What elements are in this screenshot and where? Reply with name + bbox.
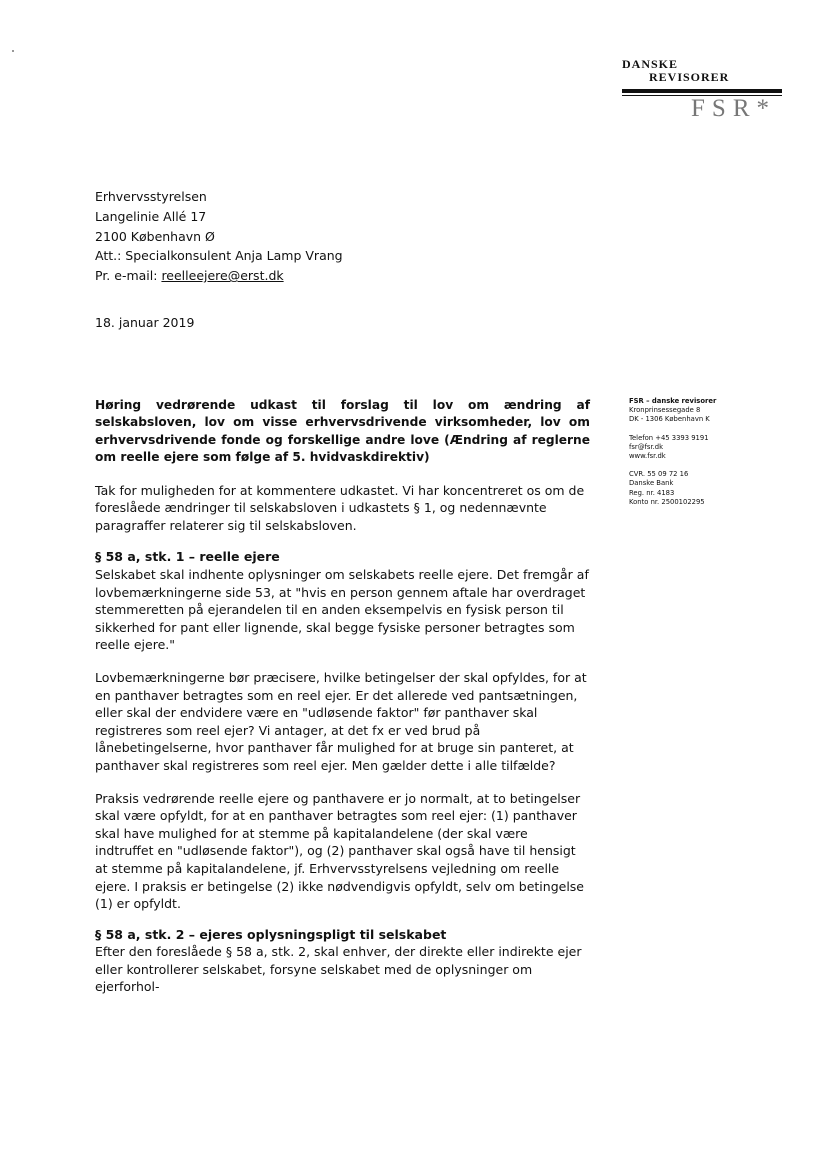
- section-paragraph: Praksis vedrørende reelle ejere og panthavere er jo normalt, at to betingelser skal være opfyldt, for at en panthaver betragtes som reel ejer: (1) panthaver skal have mulighed for at stemme på kapitalandelene (der skal være indtruffet en "udløsende faktor"), og (2) panthaver skal også have til hensigt at stemme på kapitalandelene, jf. Erhvervsstyrelsens vejledning om reelle ejere. I praksis er betingelse (2) ikke nødvendigvis opfyldt, selv om betingelse (1) er opfyldt.: [95, 790, 585, 912]
- subject-heading: Høring vedrørende udkast til forslag til lov om ændring af selskabsloven, lov om visse erhvervsdrivende virksomheder, lov om erhvervsdrivende fonde og forskellige andre love (Ændring af reglerne om reelle ejere som følge af 5. hvidvaskdirektiv): [95, 398, 590, 465]
- recipient-address: [95, 187, 343, 286]
- recipient-city: 2100 København Ø: [95, 228, 215, 244]
- section-paragraph: Lovbemærkningerne bør præcisere, hvilke betingelser der skal opfyldes, for at en panthaver betragtes som en reel ejer. Er det allerede ved pantsætningen, eller skal der endvidere være en "udløsende faktor" før panthaver skal registreres som reel ejer? Vi antager, at det fx er ved brud på lånebetingelserne, hvor panthaver får mulighed for at bruge sin panteret, at panthaver skal registreres som reel ejer. Men gælder dette i alle tilfælde?: [95, 669, 587, 773]
- sender-bank: [629, 470, 749, 507]
- logo-rule-thick: [622, 89, 782, 93]
- letter-body: [95, 397, 590, 996]
- logo-line-revisorer: REVISORER: [649, 70, 730, 84]
- intro-paragraph: Tak for muligheden for at kommentere udkastet. Vi har koncentreret os om de foreslåede ændringer til selskabsloven i udkastets § 1, og nedennævnte paragraffer relaterer sig til selskabsloven.: [95, 482, 585, 533]
- recipient-att: Att.: Specialkonsulent Anja Lamp Vrang: [95, 248, 343, 264]
- section-paragraph: Efter den foreslåede § 58 a, stk. 2, skal enhver, der direkte eller indirekte ejer eller kontrollerer selskabet, forsyne selskabet med de oplysninger om ejerforhol-: [95, 944, 582, 995]
- sender-name: FSR – danske revisorer: [629, 397, 717, 405]
- recipient-name: Erhvervsstyrelsen: [95, 189, 207, 204]
- logo-mark: FSR*: [691, 95, 776, 122]
- section-heading: § 58 a, stk. 2 – ejeres oplysningspligt til selskabet: [95, 926, 447, 942]
- section-heading: § 58 a, stk. 1 – reelle ejere: [95, 549, 280, 565]
- letter-date: 18. januar 2019: [95, 315, 195, 330]
- section-paragraph: Selskabet skal indhente oplysninger om selskabets reelle ejere. Det fremgår af lovbemærkningerne side 53, at "hvis en person gennem aftale har overdraget stemmeretten på ejerandelen til en anden eksempelvis en fysisk person til sikkerhed for pant eller lignende, skal begge fysiske personer betragtes som reelle ejere.": [95, 567, 589, 653]
- sender-account: Konto nr. 2500102295: [629, 497, 705, 506]
- sender-contact: [629, 434, 749, 462]
- recipient-street: Langelinie Allé 17: [95, 208, 207, 224]
- scan-speck: [12, 50, 14, 52]
- recipient-email-line: [95, 266, 343, 286]
- sender-cvr: CVR. 55 09 72 16: [629, 470, 689, 479]
- sender-bank-name: Danske Bank: [629, 479, 674, 488]
- email-link[interactable]: reelleejere@erst.dk: [161, 268, 284, 284]
- sender-info: [629, 397, 749, 516]
- sender-web: www.fsr.dk: [629, 452, 666, 461]
- sender-phone: Telefon +45 3393 9191: [629, 433, 709, 442]
- sender-address: [629, 397, 749, 425]
- fsr-logo: [622, 58, 782, 122]
- sender-street: Kronprinsessegade 8: [629, 406, 701, 415]
- email-prefix: Pr. e-mail:: [95, 268, 162, 284]
- logo-line-danske: DANSKE: [622, 57, 679, 71]
- sender-email: fsr@fsr.dk: [629, 442, 664, 451]
- sender-city: DK - 1306 København K: [629, 415, 710, 424]
- sender-reg: Reg. nr. 4183: [629, 488, 675, 497]
